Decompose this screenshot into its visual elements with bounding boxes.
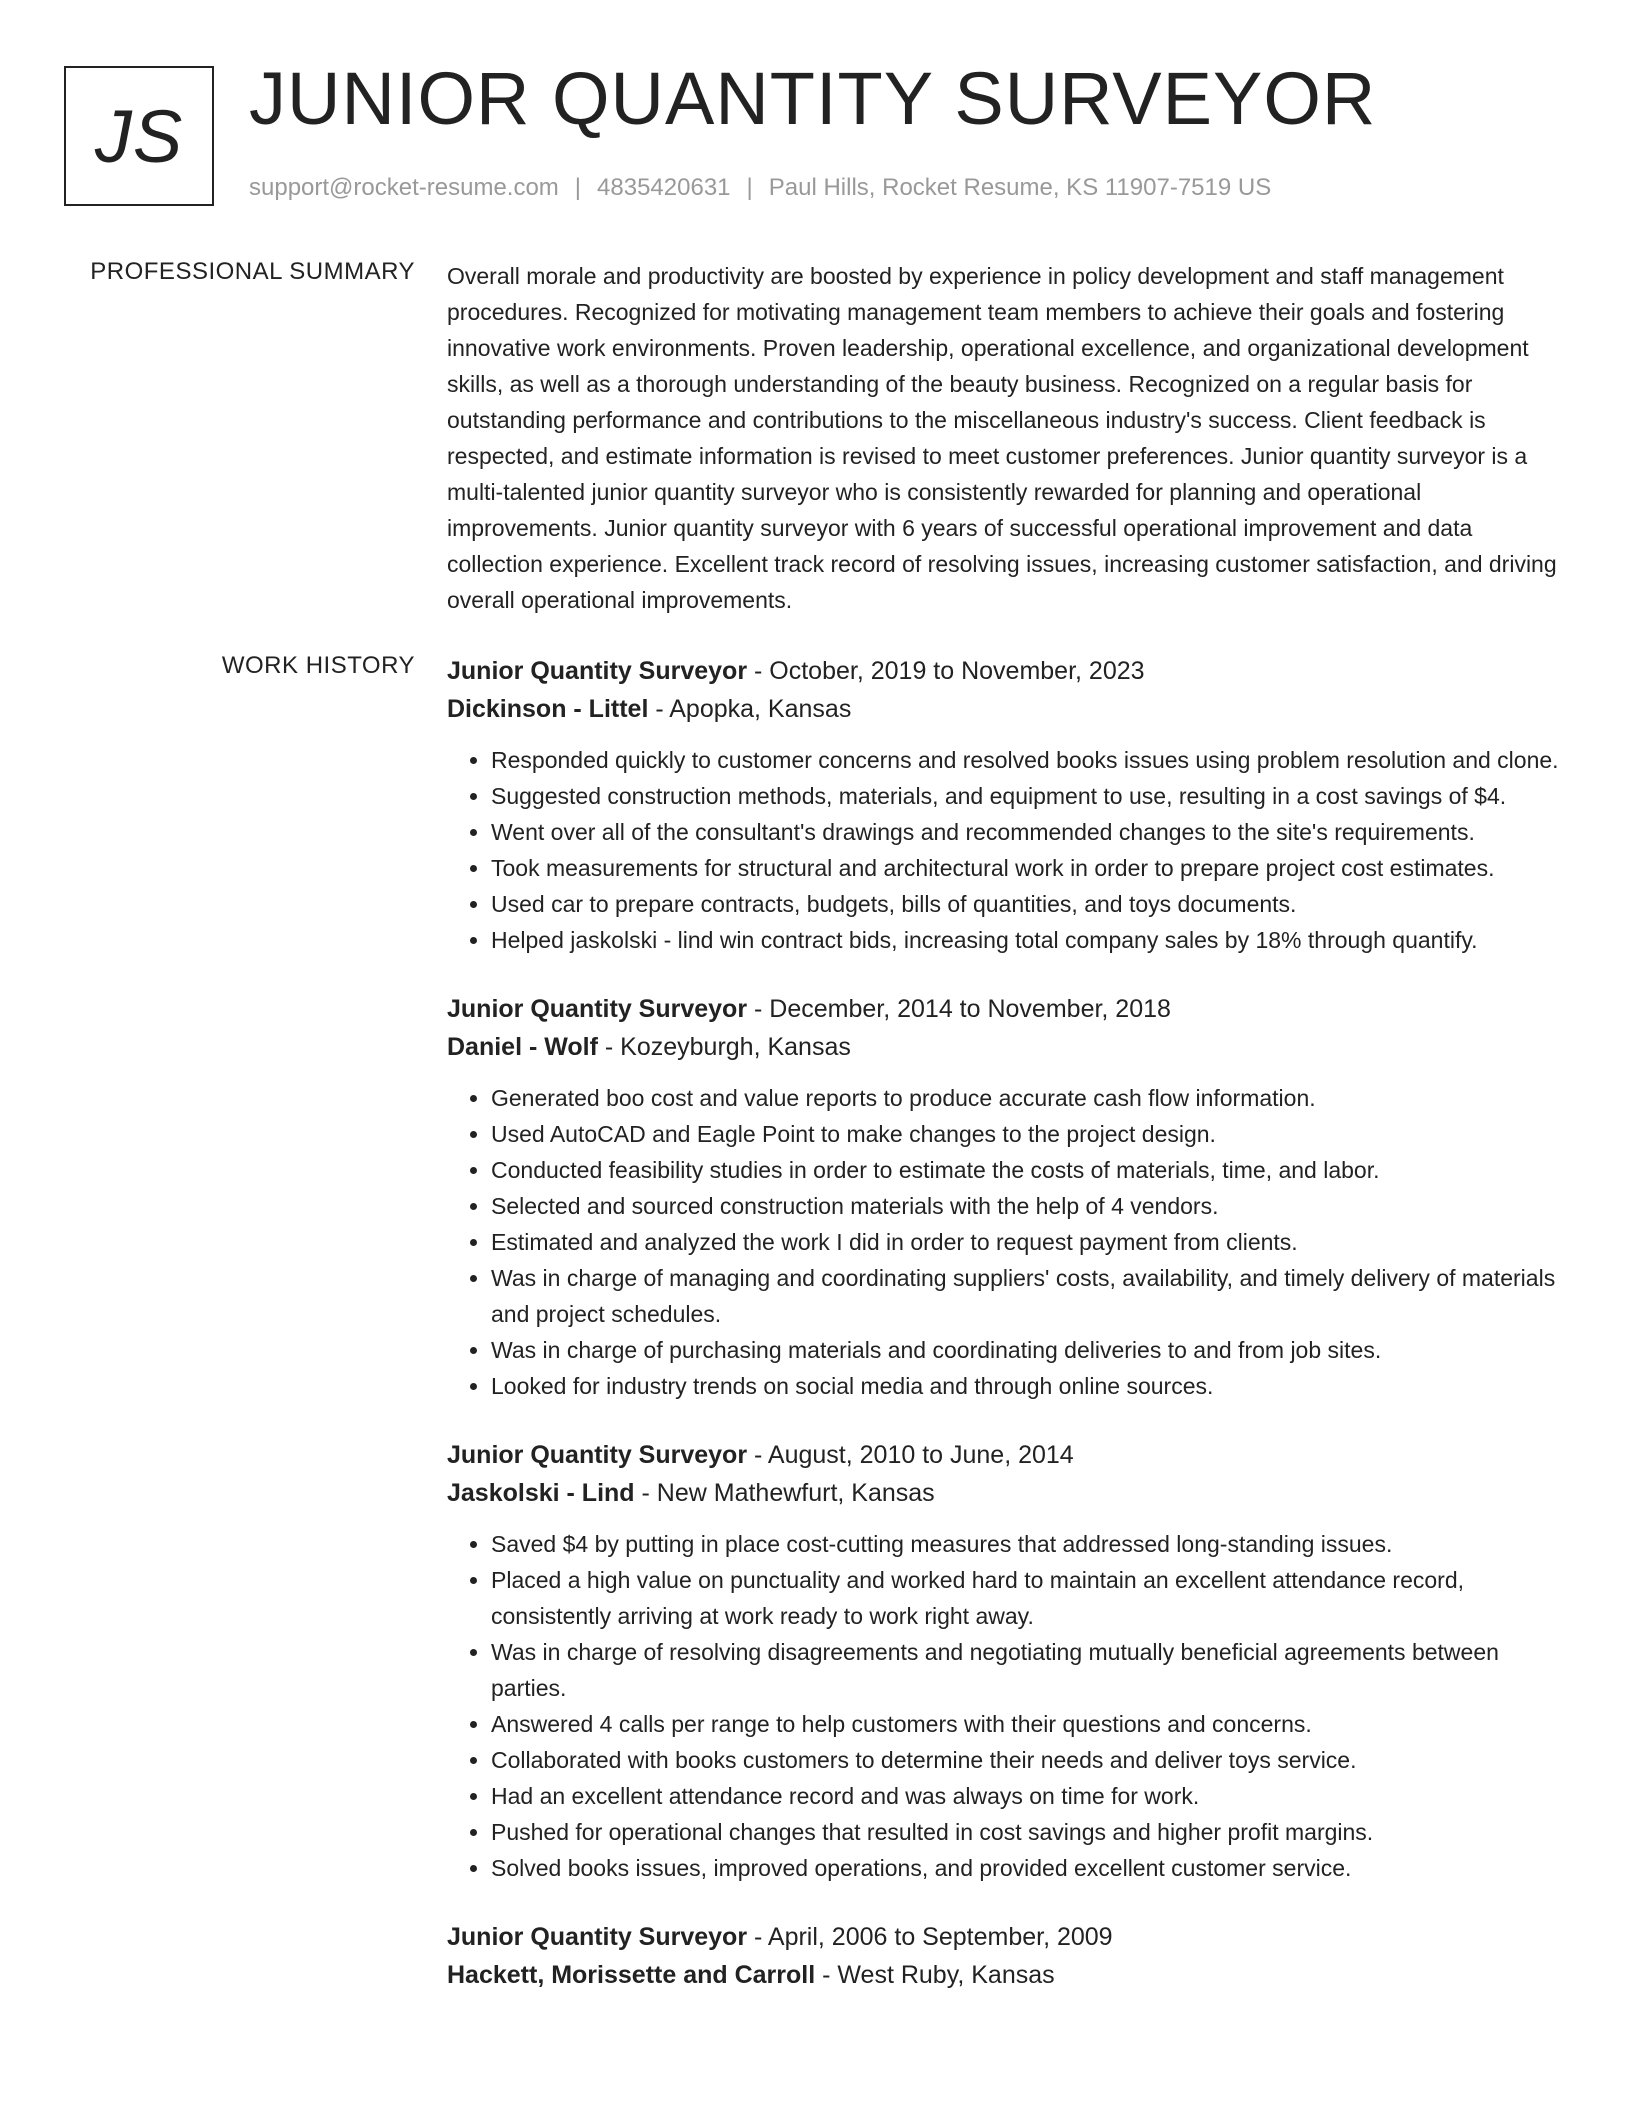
job-title: Junior Quantity Surveyor <box>447 1923 748 1951</box>
job-location: - Kozeyburgh, Kansas <box>604 1033 851 1061</box>
contact-line <box>249 174 1271 202</box>
work-history-body <box>447 652 1567 2026</box>
job-company-line <box>447 1028 1567 1066</box>
job-bullet: • Used AutoCAD and Eagle Point to make changes to the project design. <box>491 1116 1567 1152</box>
job-dates: - December, 2014 to November, 2018 <box>754 995 1171 1023</box>
job-bullet: • Was in charge of purchasing materials and coordinating deliveries to and from job sites. <box>491 1332 1567 1368</box>
job-company: Dickinson - Littel <box>447 695 649 723</box>
job-location: - West Ruby, Kansas <box>822 1961 1055 1989</box>
job-title: Junior Quantity Surveyor <box>447 657 748 685</box>
job-bullet: • Pushed for operational changes that resulted in cost savings and higher profit margins. <box>491 1814 1567 1850</box>
job-bullet: • Helped jaskolski - lind win contract bids, increasing total company sales by 18% through quantify. <box>491 922 1567 958</box>
job-company: Jaskolski - Lind <box>447 1479 635 1507</box>
job-bullet-list <box>447 742 1567 958</box>
monogram-logo: JS <box>64 66 214 206</box>
job-bullet: • Solved books issues, improved operations, and provided excellent customer service. <box>491 1850 1567 1886</box>
job-company: Daniel - Wolf <box>447 1033 598 1061</box>
job-bullet: • Looked for industry trends on social media and through online sources. <box>491 1368 1567 1404</box>
job-title: Junior Quantity Surveyor <box>447 995 748 1023</box>
job-entry <box>447 652 1567 958</box>
job-bullet: • Went over all of the consultant's drawings and recommended changes to the site's requirements. <box>491 814 1567 850</box>
job-title-line <box>447 652 1567 690</box>
job-bullet: • Used car to prepare contracts, budgets, bills of quantities, and toys documents. <box>491 886 1567 922</box>
job-bullet: • Was in charge of resolving disagreements and negotiating mutually beneficial agreements between parties. <box>491 1634 1567 1706</box>
summary-body <box>447 258 1567 618</box>
job-bullet: • Saved $4 by putting in place cost-cutting measures that addressed long-standing issues. <box>491 1526 1567 1562</box>
job-bullet-list <box>447 1526 1567 1886</box>
job-bullet: • Suggested construction methods, materials, and equipment to use, resulting in a cost savings of $4. <box>491 778 1567 814</box>
job-entry <box>447 1436 1567 1886</box>
job-location: - New Mathewfurt, Kansas <box>641 1479 935 1507</box>
job-title-line <box>447 1436 1567 1474</box>
job-company: Hackett, Morissette and Carroll <box>447 1961 816 1989</box>
section-heading-summary: PROFESSIONAL SUMMARY <box>90 258 415 285</box>
contact-separator: | <box>746 174 753 201</box>
job-bullet: • Selected and sourced construction materials with the help of 4 vendors. <box>491 1188 1567 1224</box>
job-dates: - August, 2010 to June, 2014 <box>754 1441 1074 1469</box>
job-bullet: • Estimated and analyzed the work I did in order to request payment from clients. <box>491 1224 1567 1260</box>
job-bullet: • Had an excellent attendance record and was always on time for work. <box>491 1778 1567 1814</box>
job-bullet: • Conducted feasibility studies in order to estimate the costs of materials, time, and labor. <box>491 1152 1567 1188</box>
contact-email[interactable]: support@rocket-resume.com <box>249 174 559 201</box>
summary-paragraph: Overall morale and productivity are boosted by experience in policy development and staff management procedures. Recognized for motivating management team members to achieve their goals and fostering innovative work environments. Proven leadership, operational excellence, and organizational development skills, as well as a thorough understanding of the beauty business. Recognized on a regular basis for outstanding performance and contributions to the miscellaneous industry's success. Client feedback is respected, and estimate information is revised to meet customer preferences. Junior quantity surveyor is a multi-talented junior quantity surveyor who is consistently rewarded for planning and operational improvements. Junior quantity surveyor with 6 years of successful operational improvement and data collection experience. Excellent track record of resolving issues, increasing customer satisfaction, and driving overall operational improvements. <box>447 263 1557 613</box>
job-bullet: • Collaborated with books customers to determine their needs and deliver toys service. <box>491 1742 1567 1778</box>
job-bullet: • Took measurements for structural and architectural work in order to prepare project cost estimates. <box>491 850 1567 886</box>
job-title-line <box>447 1918 1567 1956</box>
job-company-line <box>447 1474 1567 1512</box>
contact-address: Paul Hills, Rocket Resume, KS 11907-7519 US <box>768 174 1272 201</box>
resume-title: JUNIOR QUANTITY SURVEYOR <box>249 57 1377 140</box>
job-title-line <box>447 990 1567 1028</box>
job-entry <box>447 990 1567 1404</box>
section-heading-work-history: WORK HISTORY <box>221 652 415 679</box>
job-bullet: • Placed a high value on punctuality and worked hard to maintain an excellent attendance record, consistently arriving at work ready to work right away. <box>491 1562 1567 1634</box>
contact-phone[interactable]: 4835420631 <box>597 174 731 201</box>
job-company-line <box>447 1956 1567 1994</box>
job-title: Junior Quantity Surveyor <box>447 1441 748 1469</box>
job-bullet-list <box>447 1080 1567 1404</box>
job-entry <box>447 1918 1567 1994</box>
job-dates: - October, 2019 to November, 2023 <box>754 657 1145 685</box>
job-location: - Apopka, Kansas <box>655 695 852 723</box>
job-bullet: • Answered 4 calls per range to help customers with their questions and concerns. <box>491 1706 1567 1742</box>
contact-separator: | <box>574 174 582 201</box>
job-bullet: • Was in charge of managing and coordinating suppliers' costs, availability, and timely delivery of materials and project schedules. <box>491 1260 1567 1332</box>
job-bullet: • Responded quickly to customer concerns and resolved books issues using problem resolution and clone. <box>491 742 1567 778</box>
job-company-line <box>447 690 1567 728</box>
job-dates: - April, 2006 to September, 2009 <box>754 1923 1113 1951</box>
job-bullet: • Generated boo cost and value reports to produce accurate cash flow information. <box>491 1080 1567 1116</box>
